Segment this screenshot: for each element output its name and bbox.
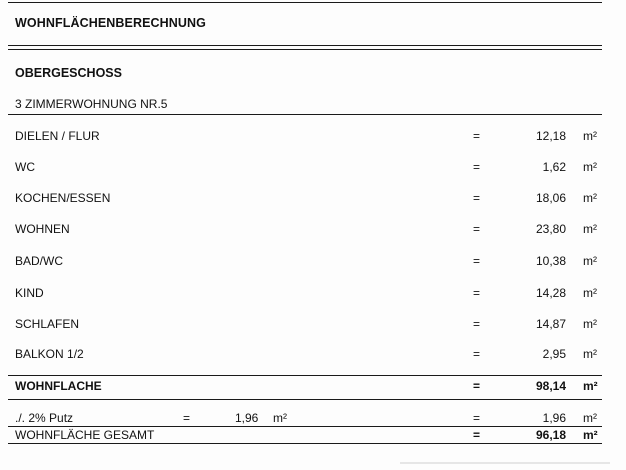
area-value: 23,80 <box>535 222 566 236</box>
table-row <box>0 254 626 272</box>
room-label: SCHLAFEN <box>15 317 80 331</box>
area-value: 1,62 <box>542 160 566 174</box>
top-rule <box>8 2 602 3</box>
area-unit: m² <box>583 317 597 331</box>
table-row <box>0 191 626 209</box>
area-value: 14,87 <box>535 317 566 331</box>
plaster-label: ./. 2% Putz <box>15 411 74 425</box>
area-value: 10,38 <box>535 254 566 268</box>
table-row <box>0 347 626 365</box>
title-double-rule <box>8 45 602 50</box>
section-heading: OBERGESCHOSS <box>15 66 122 80</box>
equals-sign: = <box>473 191 481 205</box>
grand-total-label: WOHNFLÄCHE GESAMT <box>15 428 155 442</box>
area-unit: m² <box>583 347 597 361</box>
area-unit: m² <box>583 129 597 143</box>
grand-total-rule <box>8 426 602 427</box>
document-title: WOHNFLÄCHENBERECHNUNG <box>15 16 206 30</box>
room-label: DIELEN / FLUR <box>15 129 100 143</box>
plaster-value: 1,96 <box>542 411 566 425</box>
total-rule <box>8 399 602 400</box>
area-unit: m² <box>583 379 598 393</box>
total-row <box>0 379 626 397</box>
grand-total-value: 96,18 <box>535 428 566 442</box>
apartment-heading: 3 ZIMMERWOHNUNG NR.5 <box>15 97 168 111</box>
equals-sign: = <box>473 428 481 442</box>
area-value: 18,06 <box>535 191 566 205</box>
bottom-rule <box>8 443 602 444</box>
equals-sign: = <box>473 411 481 425</box>
apartment-rule <box>8 114 602 115</box>
area-value: 2,95 <box>542 347 566 361</box>
equals-sign: = <box>473 379 481 393</box>
equals-sign: = <box>473 347 481 361</box>
area-unit: m² <box>583 286 597 300</box>
room-label: WC <box>15 160 35 174</box>
table-row <box>0 222 626 240</box>
area-unit: m² <box>273 411 287 425</box>
total-label: WOHNFLACHE <box>15 379 102 393</box>
room-label: BALKON 1/2 <box>15 347 84 361</box>
equals-sign: = <box>473 160 481 174</box>
scan-artifact <box>400 462 610 464</box>
table-row <box>0 317 626 335</box>
room-label: WOHNEN <box>15 222 70 236</box>
room-label: KOCHEN/ESSEN <box>15 191 111 205</box>
area-value: 14,28 <box>535 286 566 300</box>
table-row <box>0 129 626 147</box>
subtotal-rule <box>8 375 602 376</box>
table-row <box>0 286 626 304</box>
area-unit: m² <box>583 411 597 425</box>
equals-sign: = <box>473 286 481 300</box>
equals-sign: = <box>473 129 481 143</box>
plaster-sub-value: 1,96 <box>235 411 259 425</box>
area-unit: m² <box>583 160 597 174</box>
room-label: BAD/WC <box>15 254 63 268</box>
area-unit: m² <box>583 254 597 268</box>
area-unit: m² <box>583 222 597 236</box>
area-value: 12,18 <box>535 129 566 143</box>
table-row <box>0 160 626 178</box>
equals-sign: = <box>183 411 191 425</box>
total-value: 98,14 <box>535 379 566 393</box>
equals-sign: = <box>473 254 481 268</box>
equals-sign: = <box>473 317 481 331</box>
room-label: KIND <box>15 286 44 300</box>
area-unit: m² <box>583 191 597 205</box>
area-unit: m² <box>583 428 598 442</box>
equals-sign: = <box>473 222 481 236</box>
